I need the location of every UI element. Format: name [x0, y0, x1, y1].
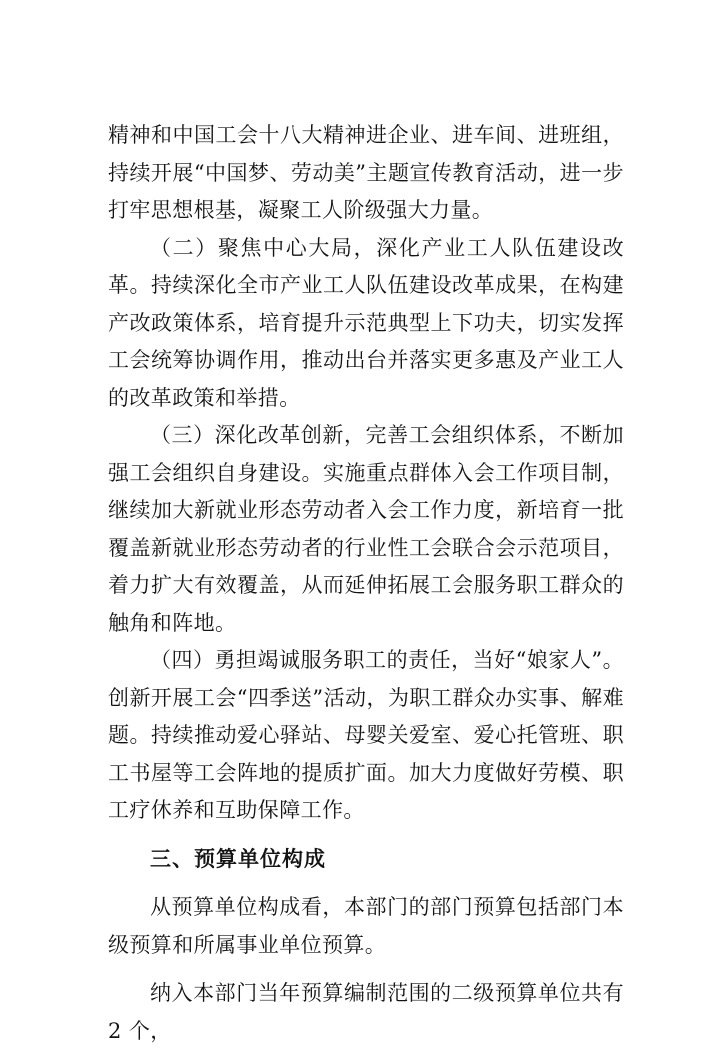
paragraph-section-3: （三）深化改革创新，完善工会组织体系，不断加强工会组织自身建设。实施重点群体入会工作项目制，继续加大新就业形态劳动者入会工作力度，新培育一批覆盖新就业形态劳动者的行业性工会联合会示范项目，着力扩大有效覆盖，从而延伸拓展工会服务职工群众的触角和阵地。 — [108, 423, 624, 635]
section-heading-budget-units: 三、预算单位构成 — [150, 846, 326, 871]
paragraph-budget-composition: 从预算单位构成看，本部门的部门预算包括部门本级预算和所属事业单位预算。 — [108, 895, 624, 957]
paragraph-section-4: （四）勇担竭诚服务职工的责任，当好“娘家人”。创新开展工会“四季送”活动，为职工群众办实事、解难题。持续推动爱心驿站、母婴关爱室、爱心托管班、职工书屋等工会阵地的提质扩面。加大力度做好劳模、职工疗休养和互助保障工作。 — [108, 648, 624, 822]
paragraph-section-2: （二）聚焦中心大局，深化产业工人队伍建设改革。持续深化全市产业工人队伍建设改革成果，在构建产改政策体系，培育提升示范典型上下功夫，切实发挥工会统筹协调作用，推动出台并落实更多惠及产业工人的改革政策和举措。 — [108, 235, 624, 410]
paragraph-continuation: 精神和中国工会十八大精神进企业、进车间、进班组，持续开展“中国梦、劳动美”主题宣传教育活动，进一步打牢思想根基，凝聚工人阶级强大力量。 — [108, 123, 624, 222]
paragraph-secondary-units: 纳入本部门当年预算编制范围的二级预算单位共有 2 个， — [108, 981, 624, 1043]
document-body — [108, 117, 624, 1050]
